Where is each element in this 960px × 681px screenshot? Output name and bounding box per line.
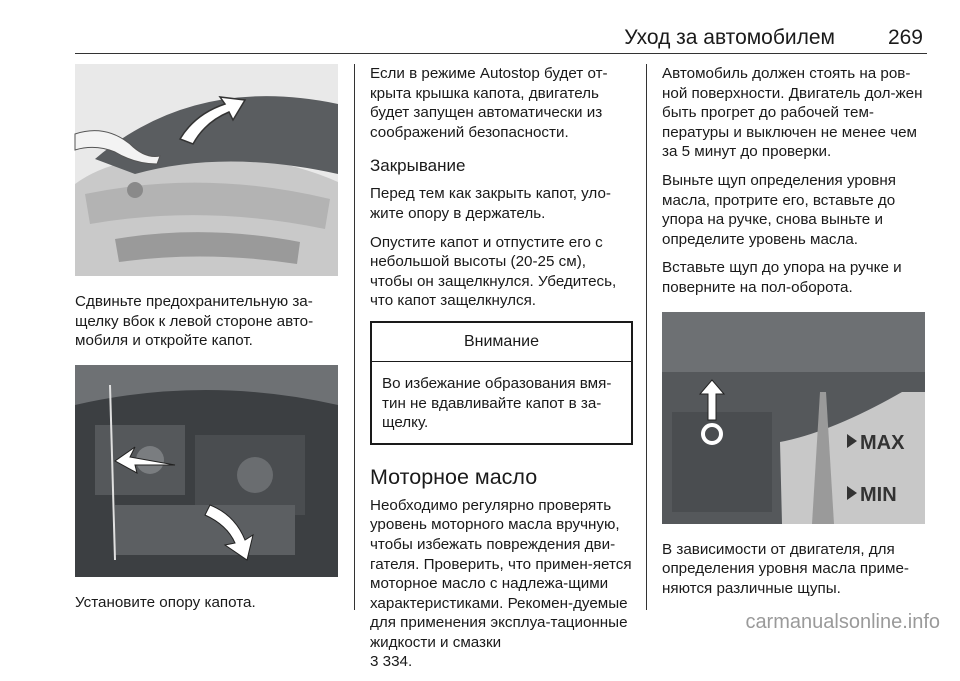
column-divider — [354, 64, 355, 610]
dipstick-max-label: MAX — [860, 431, 905, 454]
page-header — [75, 26, 927, 54]
column-right — [662, 64, 928, 607]
page-reference[interactable]: 3 334. — [370, 653, 413, 671]
notice-text: Во избежание образования вмя-тин не вдавливайте капот в за-щелку. — [382, 374, 612, 432]
dipstick-min-label: MIN — [860, 483, 897, 506]
caption-hood-release: Сдвиньте предохранительную за-щелку вбок к левой стороне авто-мобиля и откройте капот. — [75, 293, 314, 350]
hood-release-figure — [75, 64, 338, 276]
watermark: carmanualsonline.info — [745, 611, 940, 633]
autostop-paragraph: Если в режиме Autostop будет от-крыта крышка капота, двигатель будет запущен автоматически из соображений безопасности. — [370, 65, 608, 141]
oil-check-paragraph-2: Выньте щуп определения уровня масла, протрите его, вставьте до упора на ручке, снова выньте и определите уровень масла. — [662, 171, 896, 248]
page-number: 269 — [887, 26, 923, 49]
engine-oil-heading: Моторное масло — [370, 464, 538, 489]
engine-oil-paragraph: Необходимо регулярно проверять уровень моторного масла вручную, чтобы избежать повреждения дви-гателя. Проверить, что примен-яется моторное масло с надлежа-щими характеристиками. Рекомен-дуемые для применения эксплуа-тационные жидкости и смазки — [370, 496, 632, 651]
caption-hood-prop: Установите опору капота. — [75, 593, 256, 611]
closing-paragraph-2: Опустите капот и отпустите его с небольшой высоты (20-25 см), чтобы он защелкнулся. Убедитесь, что капот защелкнулся. — [370, 233, 617, 310]
notice-title: Внимание — [372, 323, 631, 362]
dipstick-figure — [662, 312, 925, 524]
dipstick-caption: В зависимости от двигателя, для определения уровня масла приме-няются различные щупы. — [662, 540, 909, 597]
oil-check-paragraph-3: Вставьте щуп до упора на ручке и поверните на пол-оборота. — [662, 259, 902, 296]
hood-prop-figure — [75, 365, 338, 577]
section-title: Уход за автомобилем — [624, 26, 835, 49]
column-divider — [646, 64, 647, 610]
closing-heading: Закрывание — [370, 156, 466, 176]
notice-box — [370, 321, 633, 445]
closing-paragraph-1: Перед тем как закрыть капот, уло-жите опору в держатель. — [370, 185, 611, 222]
column-left — [75, 64, 340, 621]
oil-check-paragraph-1: Автомобиль должен стоять на ров-ной поверхности. Двигатель дол-жен быть прогрет до рабочей тем-пературы и выключен не менее чем за 5 минут до проверки. — [662, 65, 923, 161]
column-middle — [370, 64, 632, 681]
